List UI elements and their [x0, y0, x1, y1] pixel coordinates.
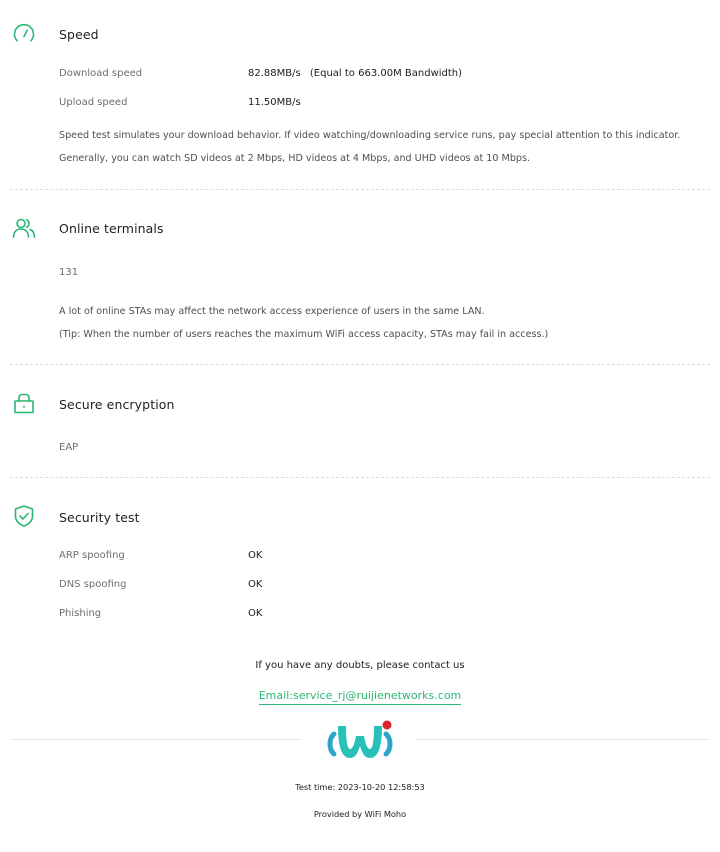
logo-divider-left [10, 739, 302, 740]
download-speed-number: 82.88MB/s [248, 68, 301, 79]
speed-title: Speed [59, 27, 99, 42]
download-bandwidth-note: (Equal to 663.00M Bandwidth) [309, 68, 463, 79]
dns-spoofing-value: OK [248, 579, 263, 590]
phishing-label: Phishing [59, 608, 102, 619]
online-terminals-title: Online terminals [59, 221, 164, 236]
arp-spoofing-label: ARP spoofing [59, 550, 125, 561]
section-divider [10, 364, 710, 365]
arp-spoofing-value: OK [248, 550, 263, 561]
section-divider [10, 189, 710, 190]
support-email-link[interactable]: Email:service_rj@ruijienetworks.com [259, 689, 462, 705]
online-terminals-note: A lot of online STAs may affect the network access experience of users in the same LAN. [59, 306, 485, 317]
encryption-type-value: EAP [59, 442, 79, 453]
online-terminals-tip: (Tip: When the number of users reaches the maximum WiFi access capacity, STAs may fail in access.) [59, 329, 549, 340]
upload-speed-label: Upload speed [59, 97, 128, 108]
download-speed-value [248, 68, 462, 79]
upload-speed-value: 11.50MB/s [248, 97, 301, 108]
contact-prompt: If you have any doubts, please contact us [255, 660, 465, 671]
wifi-moho-logo [322, 716, 398, 764]
section-divider [10, 477, 710, 478]
lock-icon [12, 391, 36, 415]
security-test-title: Security test [59, 510, 140, 525]
dns-spoofing-label: DNS spoofing [59, 579, 127, 590]
users-icon [12, 216, 36, 240]
speed-description: Speed test simulates your download behavior. If video watching/downloading service runs, pay special attention to this indicator. Generally, you can watch SD videos at 2 Mbps, HD videos at 4 Mbps, and UHD videos at 10 Mbps. [59, 130, 681, 164]
download-speed-label: Download speed [59, 68, 143, 79]
email-container [0, 684, 720, 705]
phishing-value: OK [248, 608, 263, 619]
provided-by: Provided by WiFi Moho [313, 809, 407, 819]
speedometer-icon [12, 22, 36, 46]
online-terminals-count: 131 [59, 267, 79, 278]
shield-check-icon [12, 504, 36, 528]
logo-divider-right [416, 739, 710, 740]
secure-encryption-title: Secure encryption [59, 397, 175, 412]
test-time: Test time: 2023-10-20 12:58:53 [295, 782, 425, 792]
